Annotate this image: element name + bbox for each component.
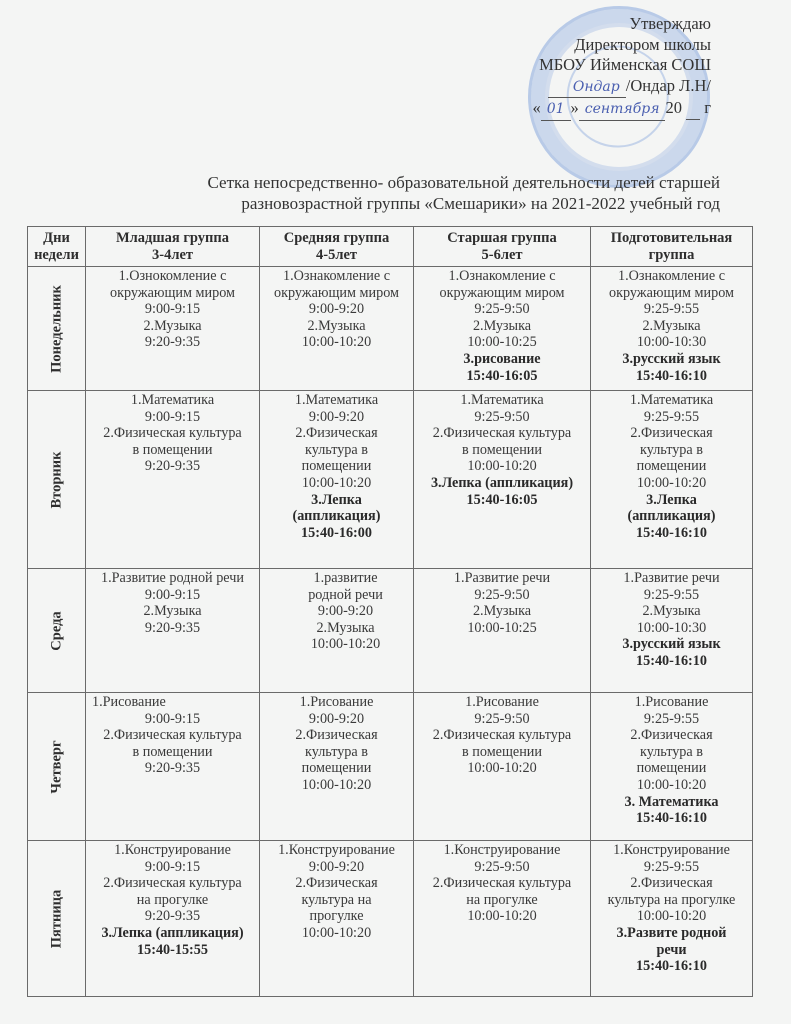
- header-label-line: Дни: [43, 230, 70, 246]
- activity-line: в помещении: [132, 441, 213, 458]
- activity-line: 1.Развитие родной речи: [101, 570, 244, 586]
- activity-line: 15:40-16:05: [466, 491, 538, 508]
- activity-line: 2.Физическая культура: [103, 425, 242, 442]
- activity-line: 3.Лепка (аппликация): [430, 474, 574, 491]
- date-year-blank: [686, 98, 700, 120]
- schedule-cell-friday-middle: [260, 841, 414, 997]
- activity-line: 1.Математика: [629, 392, 714, 408]
- activity-line: 9:25-9:50: [474, 858, 530, 875]
- header-label-line: Старшая группа: [447, 230, 557, 246]
- activity-line: 9:00-9:20: [308, 858, 365, 875]
- activity-line: 15:40-16:10: [636, 367, 707, 384]
- day-cell-wednesday: [28, 569, 86, 693]
- activity-line: 2.Физическая культура: [432, 875, 572, 892]
- activity-line: окружающим миром: [109, 284, 235, 301]
- activity-line: 3.русский язык: [622, 636, 721, 653]
- activity-line: 3.Развите родной: [616, 924, 727, 941]
- activity-line: 10:00-10:20: [636, 474, 707, 491]
- activity-line: 9:00-9:15: [144, 408, 201, 425]
- schedule-cell-monday-junior: [86, 267, 260, 391]
- activity-line: 9:25-9:55: [643, 858, 700, 875]
- activity-line: 2.Музыка: [143, 603, 202, 620]
- activity-line: 3.русский язык: [622, 350, 721, 367]
- activity-line: 2.Физическая: [630, 875, 713, 892]
- activity-line: 10:00-10:20: [301, 474, 372, 491]
- header-label-line: Подготовительная: [610, 230, 733, 246]
- header-label-line: Младшая группа: [115, 230, 230, 246]
- header-days: [28, 227, 86, 267]
- schedule-cell-monday-preparatory: [591, 267, 753, 391]
- activity-line: 2.Музыка: [316, 619, 375, 636]
- activity-line: 3.Лепка: [646, 491, 697, 508]
- activity-line: культура на: [301, 891, 372, 908]
- header-label-line: 5-6лет: [481, 247, 523, 263]
- activity-line: 1.Ознокомление с: [118, 268, 227, 284]
- activity-line: культура в: [640, 441, 703, 458]
- activity-line: 9:25-9:55: [643, 710, 700, 727]
- activity-line: 9:20-9:35: [144, 908, 201, 925]
- activity-line: в помещении: [462, 743, 542, 760]
- header-label-line: 3-4лет: [151, 247, 194, 263]
- activity-line: 10:00-10:20: [467, 760, 537, 777]
- date-close-quote: »: [570, 98, 579, 117]
- activity-line: 10:00-10:20: [301, 776, 372, 793]
- activity-line: в помещении: [462, 441, 542, 458]
- schedule-cell-wednesday-junior: [86, 569, 260, 693]
- schedule-cell-wednesday-senior: [414, 569, 591, 693]
- activity-line: помещении: [636, 760, 707, 777]
- activity-line: 15:40-16:10: [636, 810, 707, 827]
- activity-line: 1.Математика: [460, 392, 544, 408]
- activity-line: 15:40-16:10: [636, 652, 707, 669]
- activity-line: 15:40-16:05: [466, 367, 538, 384]
- day-label: Пятница: [48, 889, 65, 948]
- schedule-cell-tuesday-preparatory: [591, 391, 753, 569]
- table-row-tuesday: [28, 391, 753, 569]
- day-label: Четверг: [48, 739, 65, 794]
- header-label-line: группа: [648, 247, 695, 263]
- header-row: [28, 227, 753, 267]
- activity-line: 10:00-10:20: [301, 924, 372, 941]
- schedule-cell-thursday-senior: [414, 693, 591, 841]
- activity-line: 2.Физическая культура: [103, 875, 242, 892]
- activity-line: 9:20-9:35: [144, 334, 201, 351]
- activity-line: прогулке: [309, 908, 364, 925]
- schedule-cell-monday-middle: [260, 267, 414, 391]
- header-label-line: 4-5лет: [315, 247, 358, 263]
- activity-line: 9:25-9:55: [643, 408, 700, 425]
- activity-line: в помещении: [132, 743, 213, 760]
- header-middle-group: [260, 227, 414, 267]
- activity-line: 1.Ознакомление с: [448, 268, 556, 284]
- activity-line: 1.Развитие речи: [623, 570, 720, 586]
- activity-line: 2.Физическая: [630, 727, 713, 744]
- day-cell-thursday: [28, 693, 86, 841]
- approval-line-3: МБОУ Ийменская СОШ: [539, 55, 711, 74]
- activity-line: 1.Рисование: [634, 694, 709, 710]
- activity-line: 1.Рисование: [465, 694, 539, 710]
- activity-line: 2.Физическая: [295, 727, 378, 744]
- header-label-line: недели: [34, 247, 79, 263]
- activity-line: 10:00-10:30: [636, 619, 707, 636]
- activity-line: 9:00-9:20: [317, 603, 374, 620]
- activity-line: культура в: [305, 743, 368, 760]
- day-cell-friday: [28, 841, 86, 997]
- table-row-thursday: [28, 693, 753, 841]
- day-label: Вторник: [48, 451, 65, 508]
- activity-line: 1.развитие: [313, 570, 378, 586]
- activity-line: 9:00-9:20: [308, 710, 365, 727]
- schedule-cell-wednesday-middle: [260, 569, 414, 693]
- activity-line: 3.Лепка: [311, 491, 362, 508]
- activity-line: 2.Физическая: [630, 425, 713, 442]
- activity-line: культура в: [305, 441, 368, 458]
- activity-line: 3.рисование: [463, 350, 541, 367]
- activity-line: 9:00-9:15: [144, 586, 201, 603]
- activity-line: 9:00-9:20: [308, 301, 365, 318]
- activity-line: 1.Математика: [294, 392, 379, 408]
- activity-line: 2.Физическая: [295, 875, 378, 892]
- activity-line: родной речи: [308, 586, 383, 603]
- activity-line: культура на прогулке: [607, 891, 736, 908]
- activity-line: 10:00-10:20: [301, 334, 372, 351]
- day-cell-monday: [28, 267, 86, 391]
- schedule-cell-thursday-preparatory: [591, 693, 753, 841]
- activity-line: окружающим миром: [608, 284, 734, 301]
- schedule-cell-thursday-middle: [260, 693, 414, 841]
- activity-line: 9:25-9:55: [643, 586, 700, 603]
- activity-line: 9:25-9:55: [643, 301, 700, 318]
- activity-line: (аппликация): [292, 508, 381, 525]
- schedule-cell-tuesday-middle: [260, 391, 414, 569]
- activity-line: 9:20-9:35: [144, 458, 201, 475]
- activity-line: 2.Музыка: [472, 317, 532, 334]
- activity-line: 1.Рисование: [92, 694, 166, 710]
- activity-line: 1.Конструирование: [443, 842, 561, 858]
- activity-line: 10:00-10:20: [636, 776, 707, 793]
- activity-line: 9:25-9:50: [474, 301, 530, 318]
- header-label-line: Средняя группа: [283, 230, 390, 246]
- activity-line: 10:00-10:20: [310, 636, 381, 653]
- approval-line-2: Директором школы: [574, 34, 711, 54]
- activity-line: 1.Ознакомление с: [617, 268, 726, 284]
- activity-line: 1.Конструирование: [278, 842, 395, 858]
- date-day: 01: [541, 99, 571, 121]
- table-row-monday: [28, 267, 753, 391]
- activity-line: 15:40-16:00: [301, 524, 372, 541]
- activity-line: 9:25-9:50: [474, 710, 530, 727]
- activity-line: 9:20-9:35: [144, 760, 201, 777]
- activity-line: культура в: [640, 743, 703, 760]
- activity-line: 2.Музыка: [642, 603, 701, 620]
- schedule-cell-tuesday-junior: [86, 391, 260, 569]
- activity-line: помещении: [301, 760, 372, 777]
- activity-line: 2.Физическая: [295, 425, 378, 442]
- activity-line: 15:40-15:55: [137, 941, 208, 958]
- activity-line: окружающим миром: [439, 284, 565, 301]
- activity-line: 9:25-9:50: [474, 408, 530, 425]
- activity-line: 2.Физическая культура: [103, 727, 242, 744]
- schedule-cell-wednesday-preparatory: [591, 569, 753, 693]
- date-month: сентября: [579, 99, 666, 121]
- schedule-cell-monday-senior: [414, 267, 591, 391]
- date-suffix: г: [704, 98, 711, 117]
- activity-line: 3.Лепка (аппликация): [101, 924, 244, 941]
- schedule-cell-friday-preparatory: [591, 841, 753, 997]
- activity-line: 2.Физическая культура: [432, 727, 572, 744]
- header-preparatory-group: [591, 227, 753, 267]
- activity-line: 9:25-9:50: [474, 586, 530, 603]
- date-open-quote: «: [532, 98, 541, 117]
- activity-line: 2.Музыка: [143, 317, 202, 334]
- activity-line: 9:00-9:15: [144, 301, 201, 318]
- activity-line: 10:00-10:20: [467, 458, 537, 475]
- activity-line: 9:00-9:15: [144, 858, 201, 875]
- date-year-prefix: 20: [665, 98, 682, 117]
- approval-line-1: Утверждаю: [629, 14, 711, 33]
- day-label: Среда: [48, 610, 65, 651]
- activity-line: 1.Развитие речи: [453, 570, 551, 586]
- approval-date-line: [532, 98, 711, 121]
- activity-line: (аппликация): [627, 508, 716, 525]
- schedule-body: [28, 267, 753, 997]
- schedule-table: [27, 226, 753, 997]
- activity-line: 3. Математика: [624, 793, 719, 810]
- day-cell-tuesday: [28, 391, 86, 569]
- activity-line: 10:00-10:25: [467, 619, 537, 636]
- activity-line: 2.Музыка: [307, 317, 366, 334]
- activity-line: 15:40-16:10: [636, 958, 707, 975]
- activity-line: 10:00-10:25: [467, 334, 537, 351]
- activity-line: 10:00-10:20: [467, 908, 537, 925]
- activity-line: 15:40-16:10: [636, 524, 707, 541]
- activity-line: окружающим миром: [273, 284, 399, 301]
- table-row-wednesday: [28, 569, 753, 693]
- activity-line: речи: [656, 941, 687, 958]
- schedule-cell-friday-senior: [414, 841, 591, 997]
- header-junior-group: [86, 227, 260, 267]
- schedule-cell-thursday-junior: [86, 693, 260, 841]
- activity-line: 10:00-10:20: [636, 908, 707, 925]
- document-title: [120, 172, 720, 214]
- activity-line: помещении: [636, 458, 707, 475]
- activity-line: 9:00-9:20: [308, 408, 365, 425]
- table-row-friday: [28, 841, 753, 997]
- activity-line: 2.Музыка: [472, 603, 532, 620]
- header-senior-group: [414, 227, 591, 267]
- activity-line: на прогулке: [136, 891, 209, 908]
- director-name: /Ондар Л.Н/: [625, 75, 711, 95]
- activity-line: 1.Рисование: [299, 694, 374, 710]
- schedule-cell-friday-junior: [86, 841, 260, 997]
- activity-line: 1.Конструирование: [613, 842, 730, 858]
- day-label: Понедельник: [48, 284, 65, 373]
- title-line-2: разновозрастной группы «Смешарики» на 2021-2022 учебный год: [241, 194, 720, 213]
- activity-line: 2.Музыка: [642, 317, 701, 334]
- activity-line: 9:20-9:35: [144, 619, 201, 636]
- title-line-1: Сетка непосредственно- образовательной деятельности детей старшей: [207, 173, 720, 192]
- activity-line: 2.Физическая культура: [432, 425, 572, 442]
- activity-line: на прогулке: [466, 891, 538, 908]
- approval-signature-line: [532, 76, 711, 99]
- activity-line: помещении: [301, 458, 372, 475]
- activity-line: 1.Ознакомление с: [282, 268, 391, 284]
- activity-line: 1.Конструирование: [114, 842, 231, 858]
- activity-line: 1.Математика: [130, 392, 215, 408]
- activity-line: 10:00-10:30: [636, 334, 707, 351]
- activity-line: 9:00-9:15: [144, 710, 201, 727]
- director-signature: Ондар: [548, 77, 626, 99]
- approval-block: [532, 14, 711, 121]
- schedule-cell-tuesday-senior: [414, 391, 591, 569]
